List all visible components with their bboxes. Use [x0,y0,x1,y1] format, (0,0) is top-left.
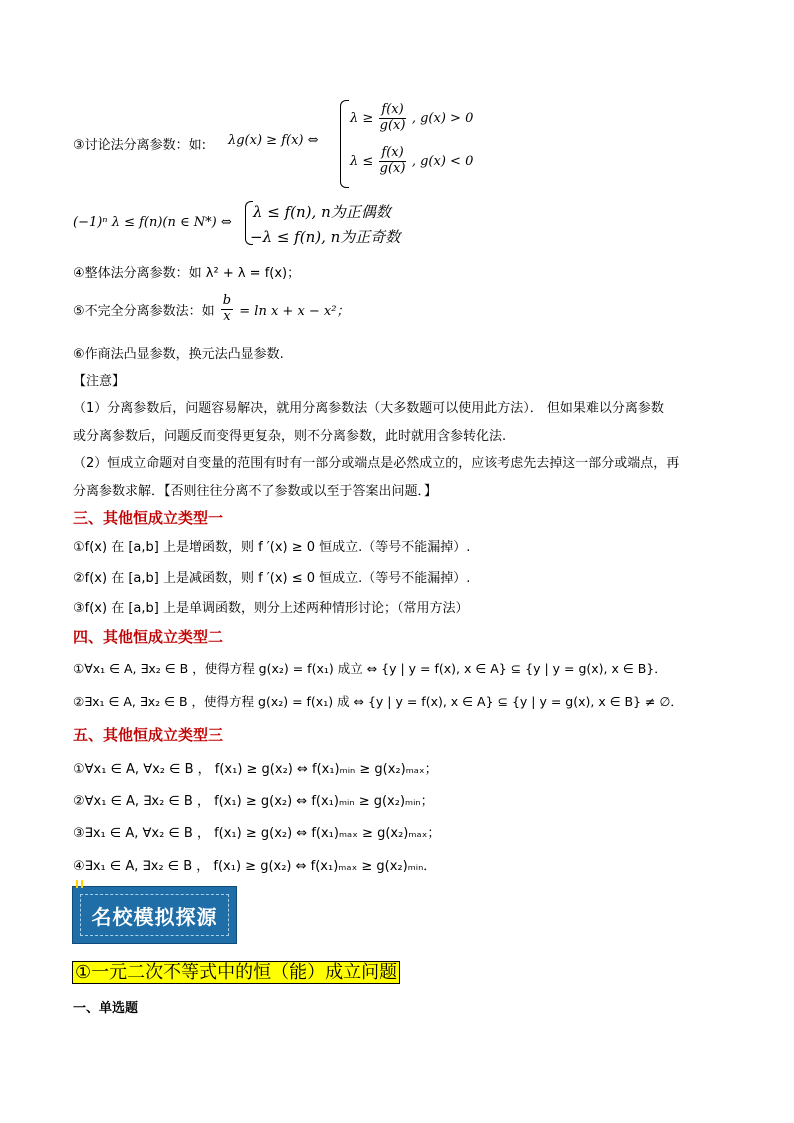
section-badge [72,886,237,944]
section5-item-1: ①∀x₁ ∈ A, ∀x₂ ∈ B ， f(x₁) ≥ g(x₂) ⇔ f(x₁)ₘᵢₙ ≥ g(x₂)ₘₐₓ； [73,762,438,777]
brace-item3 [340,100,349,188]
subsection-heading: 一、单选题 [73,1001,139,1016]
section3-item-2: ②f(x) 在 [a,b] 上是减函数，则 f ′(x) ≤ 0 恒成立.（等号不能漏掉）. [73,571,471,586]
item3-case2: λ ≤ $\frac{f(x)}{g(x)}$ , g(x) < 0 [350,145,474,176]
badge-label: 名校模拟探源 [91,905,218,929]
note-title: 【注意】 [73,374,126,389]
section4-item-2: ②∃x₁ ∈ A, ∃x₂ ∈ B ，使得方程 g(x₂) = f(x₁) 成 ⇔ {y | y = f(x), x ∈ A} ⊆ {y | y = g(x), x ∈ B} ≠ ∅． [73,694,683,709]
section4-title: 四、其他恒成立类型二 [73,628,224,646]
note1-line1: （1）分离参数后，问题容易解决，就用分离参数法（大多数题可以使用此方法）． 但如果难以分离参数 [73,401,664,416]
item4: ④整体法分离参数：如 λ² + λ = f(x)； [73,266,301,281]
note1-line2: 或分离参数后，问题反而变得更复杂，则不分离参数，此时就用含参转化法. [73,429,507,444]
parity-lhs: (−1)ⁿ λ ≤ f(n)(n ∈ N*) ⇔ [73,215,232,230]
note2-line2: 分离参数求解．【否则往往分离不了参数或以至于答案出问题．】 [73,484,438,499]
item5: ⑤不完全分离参数法：如 $\frac{b}{x}$ = ln x + x − x²； [73,293,350,324]
section3-title: 三、其他恒成立类型一 [73,509,224,527]
item6: ⑥作商法凸显参数，换元法凸显参数. [73,347,284,362]
section4-item-1: ①∀x₁ ∈ A, ∃x₂ ∈ B ，使得方程 g(x₂) = f(x₁) 成立 ⇔ {y | y = f(x), x ∈ A} ⊆ {y | y = g(x), x ∈ B}． [73,661,667,676]
topic-heading [72,958,400,984]
item3-lhs: λg(x) ≥ f(x) ⇔ [228,133,319,148]
section5-item-4: ④∃x₁ ∈ A, ∃x₂ ∈ B ， f(x₁) ≥ g(x₂) ⇔ f(x₁)ₘₐₓ ≥ g(x₂)ₘᵢₙ． [73,859,437,874]
section5-item-3: ③∃x₁ ∈ A, ∀x₂ ∈ B ， f(x₁) ≥ g(x₂) ⇔ f(x₁)ₘₐₓ ≥ g(x₂)ₘₐₓ； [73,826,441,841]
section3-item-3: ③f(x) 在 [a,b] 上是单调函数，则分上述两种情形讨论；（常用方法） [73,601,469,616]
section3-item-1: ①f(x) 在 [a,b] 上是增函数，则 f ′(x) ≥ 0 恒成立.（等号不能漏掉）. [73,540,471,555]
note2-line1: （2）恒成立命题对自变量的范围有时有一部分或端点是必然成立的，应该考虑先去掉这一部分或端点，再 [73,456,680,471]
section5-item-2: ②∀x₁ ∈ A, ∃x₂ ∈ B ， f(x₁) ≥ g(x₂) ⇔ f(x₁)ₘᵢₙ ≥ g(x₂)ₘᵢₙ； [73,794,434,809]
item3-lead: ③讨论法分离参数：如: [73,138,207,153]
section5-title: 五、其他恒成立类型三 [73,726,224,744]
item3-case1: λ ≥ $\frac{f(x)}{g(x)}$ , g(x) > 0 [350,102,474,133]
tick-marks-icon [75,879,87,889]
topic-label: ①一元二次不等式中的恒（能）成立问题 [72,961,400,984]
parity-case1: λ ≤ f(n), n为正偶数 [253,203,391,221]
parity-case2: −λ ≤ f(n), n为正奇数 [250,228,401,246]
